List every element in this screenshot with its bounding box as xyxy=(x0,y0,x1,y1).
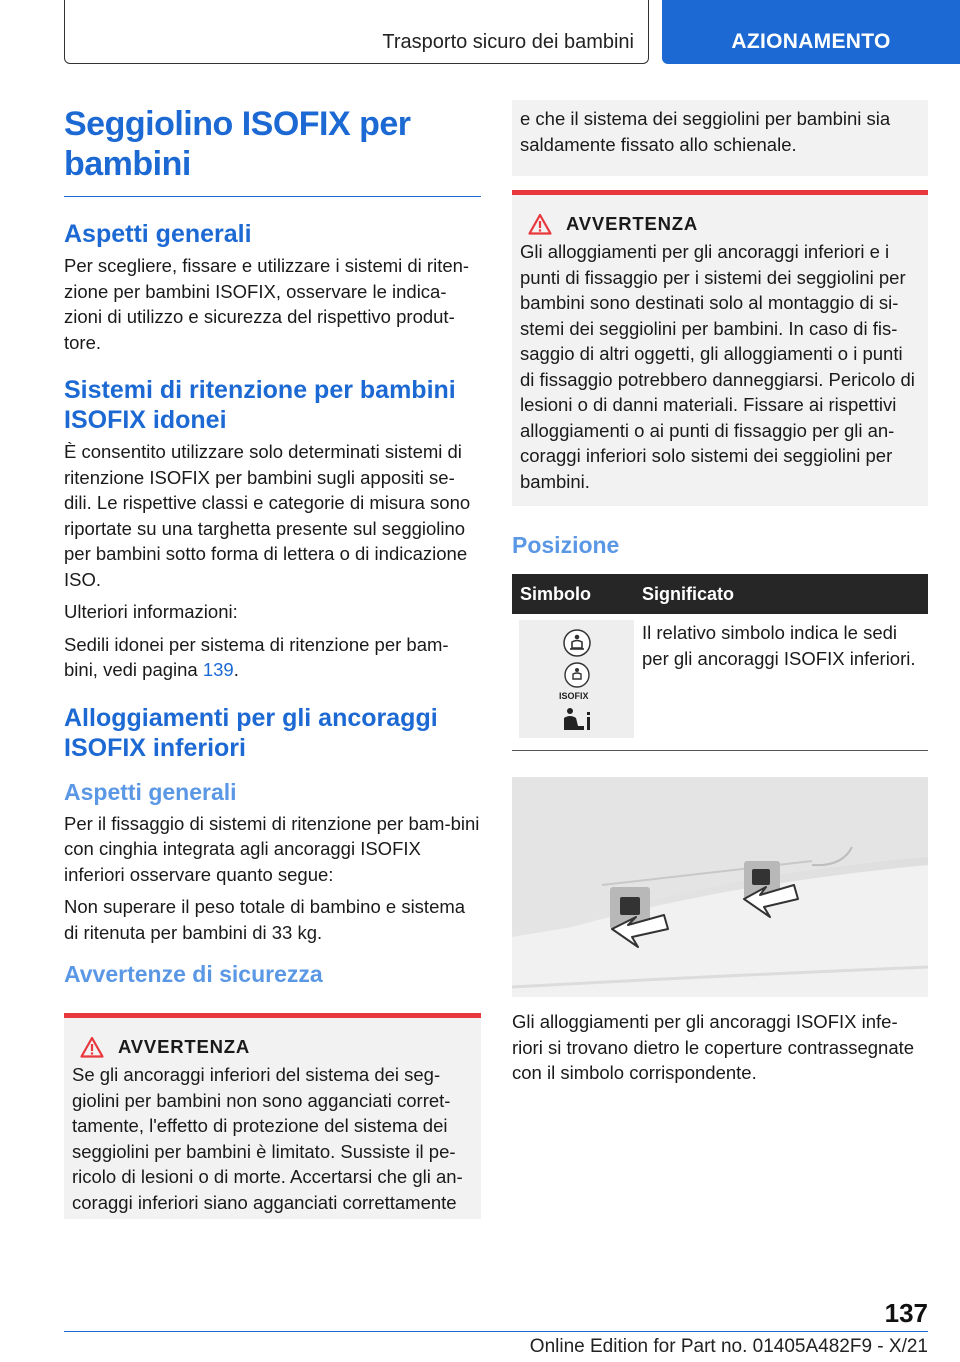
warning-text: Gli alloggiamenti per gli ancoraggi inferiori e i punti di fissaggio per i sistemi dei seggiolini per bambini sono destinati solo al montaggio di si-stemi dei seggiolini per bambini. In caso di fis-saggio di altri oggetti, gli alloggiamenti o i punti di fissaggio potrebbero danneggiarsi. Pericolo di lesioni o di danni materiali. Fissare ai rispettivi alloggiamenti o ai punti di fissaggio per gli an-coraggi inferiori solo sistemi dei seggiolini per bambini. xyxy=(520,241,915,492)
anchors-text-2: Non superare il peso totale di bambino e sistema di ritenuta per bambini di 33 kg. xyxy=(64,896,466,943)
footer-divider xyxy=(64,1331,928,1332)
isofix-label: ISOFIX xyxy=(559,691,589,701)
left-column xyxy=(64,100,481,1219)
warning-triangle-icon xyxy=(528,213,552,235)
symbol-table xyxy=(512,574,928,738)
warning-triangle-icon xyxy=(80,1036,104,1058)
meaning-text: Il relativo simbolo indica le sedi per gli ancoraggi ISOFIX inferiori. xyxy=(642,622,916,669)
table-row xyxy=(512,614,928,738)
title-divider xyxy=(64,196,481,197)
warning-header xyxy=(520,213,920,235)
general-text: Per scegliere, fissare e utilizzare i sistemi di riten-zione per bambini ISOFIX, osservare le indica-zioni di utilizzo e sicurezza del rispettivo produt-tore. xyxy=(64,255,470,353)
isofix-symbols xyxy=(519,620,634,738)
warning-header xyxy=(72,1036,473,1058)
section-title: Trasporto sicuro dei bambini xyxy=(382,31,634,53)
suitable-seats-text xyxy=(64,632,481,683)
anchors-text-1: Per il fissaggio di sistemi di ritenzione per bam-bini con cinghia integrata agli ancoraggi ISOFIX inferiori osservare quanto segue: xyxy=(64,812,480,885)
warning-text: Se gli ancoraggi inferiori del sistema dei seg-giolini per bambini non sono agganciati corret-tamente, l'effetto di protezione del sistema dei seggiolini per bambini è limitato. Sussiste il pe-ricolo di lesioni o di morte. Accertarsi che gli an-coraggi inferiori siano agganciati correttamente xyxy=(72,1064,463,1213)
page-link-139[interactable]: 139 xyxy=(202,659,234,680)
column-header-meaning: Significato xyxy=(634,574,928,614)
warning-label: AVVERTENZA xyxy=(118,1036,251,1057)
warning-label: AVVERTENZA xyxy=(566,213,699,234)
column-header-symbol: Simbolo xyxy=(512,574,634,614)
photo-caption: Gli alloggiamenti per gli ancoraggi ISOFIX infe-riori si trovano dietro le coperture contrassegnate con il simbolo corrispondente. xyxy=(512,1011,915,1083)
isofix-child-seat-icon xyxy=(562,628,592,658)
right-column xyxy=(512,100,928,1093)
table-divider xyxy=(512,750,928,751)
position-heading: Posizione xyxy=(512,532,620,558)
page-title: Seggiolino ISOFIX per bambini xyxy=(64,105,411,183)
warning-box-2 xyxy=(512,190,928,506)
general-heading: Aspetti generali xyxy=(64,220,252,248)
warning-box-1 xyxy=(64,1013,481,1219)
isofix-anchors-photo xyxy=(512,777,928,997)
meaning-cell xyxy=(634,614,928,738)
chapter-tab[interactable]: AZIONAMENTO xyxy=(662,0,960,64)
isofix-anchor-info-icon xyxy=(560,706,594,734)
sentence-end: . xyxy=(233,659,239,680)
suitable-seats-sentence: Sedili idonei per sistema di ritenzione per bam-bini, vedi pagina xyxy=(64,633,449,680)
table-header-row xyxy=(512,574,928,614)
isofix-badge-icon xyxy=(562,660,592,690)
anchors-heading: Alloggiamenti per gli ancoraggi ISOFIX inferiori xyxy=(64,703,438,762)
suitable-systems-heading: Sistemi di ritenzione per bambini ISOFIX idonei xyxy=(64,376,456,434)
anchors-subheading: Aspetti generali xyxy=(64,778,237,805)
safety-heading: Avvertenze di sicurezza xyxy=(64,961,323,987)
suitable-systems-text: È consentito utilizzare solo determinati sistemi di ritenzione ISOFIX per bambini sugli appositi se-dili. Le rispettive classi e categorie di misura sono riportate su una targhetta presente sul seggiolino per bambini sotto forma di lettera o di indicazione ISO. xyxy=(64,441,471,590)
warning-continued-text: e che il sistema dei seggiolini per bambini sia saldamente fissato allo schienale. xyxy=(520,108,891,155)
symbol-cell xyxy=(512,614,634,738)
edition-note: Online Edition for Part no. 01405A482F9 - X/21 xyxy=(529,1336,928,1357)
more-info-label: Ulteriori informazioni: xyxy=(64,601,238,622)
page-number: 137 xyxy=(884,1298,928,1328)
warning-continuation xyxy=(512,100,928,176)
